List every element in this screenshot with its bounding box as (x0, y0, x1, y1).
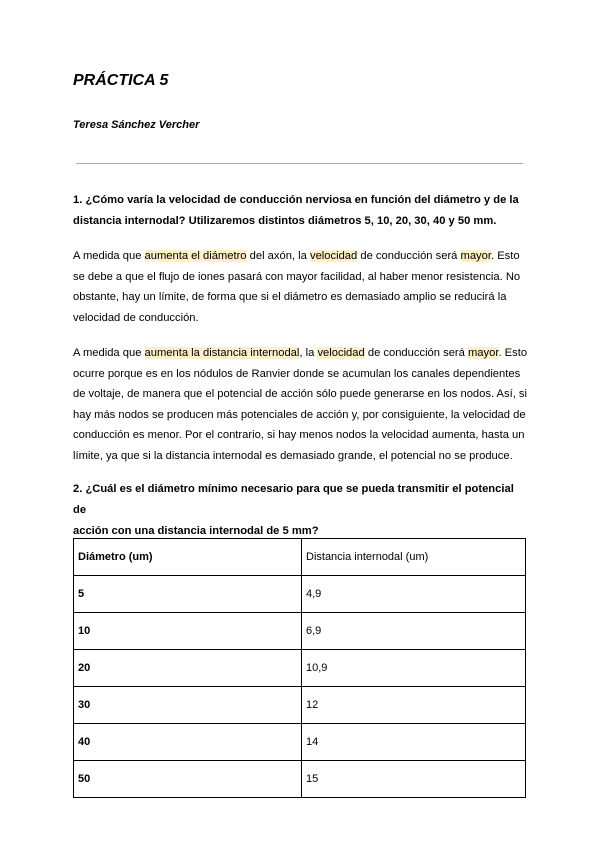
table-header-diameter: Diámetro (um) (74, 539, 302, 576)
table-header-row (74, 539, 526, 576)
table-header-distance: Distancia internodal (um) (302, 539, 526, 576)
page-title: PRÁCTICA 5 (73, 72, 169, 89)
divider (76, 163, 523, 164)
table-cell-diameter: 40 (74, 724, 302, 761)
table-row (74, 576, 526, 613)
paragraph-2-highlight-2: velocidad (317, 347, 365, 359)
paragraph-1-highlight-2: velocidad (309, 250, 358, 262)
data-table (73, 538, 526, 798)
paragraph-1-text-3: de conducción será (357, 250, 461, 262)
paragraph-1-text-4: . Esto se debe a que el flujo de iones pasará con mayor facilidad, al haber menor resistencia. No obstante, hay un límite, de forma que si el diámetro es demasiado amplio se reducirá la velocidad de conducción. (73, 250, 521, 324)
question-1-line-1: 1. ¿Cómo varía la velocidad de conducción nerviosa en función del diámetro y de la (73, 194, 519, 206)
paragraph-2-text-4: . Esto ocurre porque es en los nódulos de Ranvier donde se acumulan los canales dependientes de voltaje, de manera que el potencial de acción sólo puede generarse en los nodos. Así, si hay más nodos se producen más potenciales de acción y, por consiguiente, la velocidad de conducción es menor. Por el contrario, si hay menos nodos la velocidad aumenta, hasta un límite, ya que si la distancia internodal es demasiado grande, el potencial no se produce. (73, 347, 528, 462)
table-row (74, 650, 526, 687)
question-2-line-1: 2. ¿Cuál es el diámetro mínimo necesario para que se pueda transmitir el potencial de (73, 483, 514, 516)
table-cell-diameter: 30 (74, 687, 302, 724)
table-cell-distance: 6,9 (302, 613, 526, 650)
table-row (74, 687, 526, 724)
paragraph-2-text-2: , la (299, 347, 318, 359)
question-2-line-2: acción con una distancia internodal de 5 mm? (73, 525, 319, 537)
paragraph-1-text-2: del axón, la (246, 250, 310, 262)
paragraph-2-text-1: A medida que (73, 347, 145, 359)
table-cell-distance: 4,9 (302, 576, 526, 613)
table-cell-diameter: 5 (74, 576, 302, 613)
table-row (74, 761, 526, 798)
paragraph-1-highlight-1: aumenta el diámetro (144, 250, 247, 262)
table-cell-distance: 15 (302, 761, 526, 798)
table-cell-diameter: 20 (74, 650, 302, 687)
table-cell-diameter: 10 (74, 613, 302, 650)
question-1 (73, 190, 528, 232)
table-cell-distance: 12 (302, 687, 526, 724)
table-cell-distance: 10,9 (302, 650, 526, 687)
table-cell-distance: 14 (302, 724, 526, 761)
table-row (74, 613, 526, 650)
paragraph-2-highlight-1: aumenta la distancia internodal (144, 347, 300, 359)
paragraph-1-highlight-3: mayor (460, 250, 491, 262)
author-name: Teresa Sánchez Vercher (73, 119, 200, 131)
paragraph-1-text-1: A medida que (73, 250, 145, 262)
question-1-line-2: distancia internodal? Utilizaremos distintos diámetros 5, 10, 20, 30, 40 y 50 mm. (73, 215, 497, 227)
table-cell-diameter: 50 (74, 761, 302, 798)
question-2 (73, 479, 528, 542)
paragraph-2 (73, 343, 528, 466)
table-row (74, 724, 526, 761)
paragraph-2-text-3: de conducción será (364, 347, 468, 359)
paragraph-2-highlight-3: mayor (467, 347, 499, 359)
paragraph-1 (73, 246, 528, 328)
